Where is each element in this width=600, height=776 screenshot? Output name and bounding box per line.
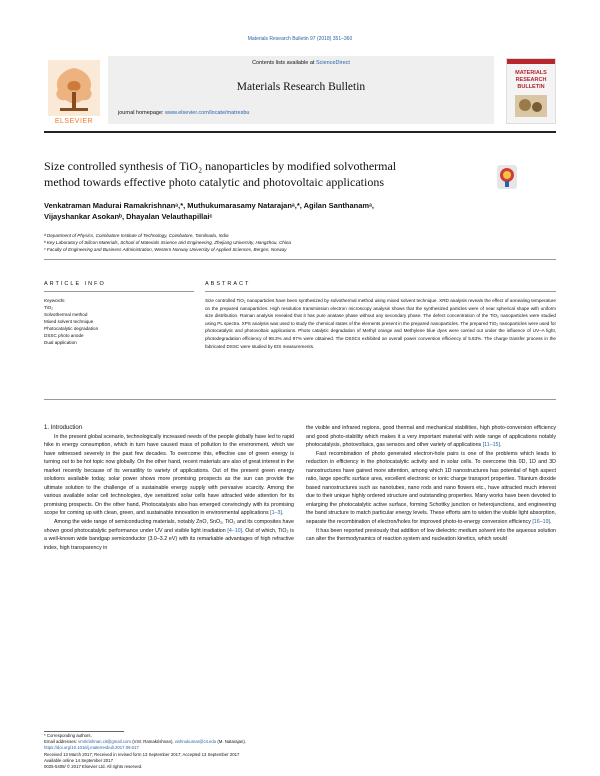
abstract-heading: ABSTRACT: [205, 281, 251, 287]
citation-link[interactable]: [16–19]: [532, 519, 551, 526]
article-title: [44, 158, 464, 190]
abstract-rule: [205, 291, 556, 292]
journal-banner: [108, 56, 494, 124]
authors-line-2[interactable]: Vijayshankar Asokanᵇ, Dhayalan Velauthapillaiᶜ: [44, 212, 213, 221]
received-dates: Received 13 March 2017; Received in revised form 13 September 2017; Accepted 13 September 2017: [44, 751, 240, 757]
keyword: Dual application: [44, 340, 77, 345]
cover-title-line-2: RESEARCH: [515, 77, 547, 83]
homepage-prefix: journal homepage:: [118, 110, 166, 116]
authors: [44, 200, 514, 222]
corresponding-note: * Corresponding authors.: [44, 733, 92, 738]
sciencedirect-link[interactable]: ScienceDirect: [315, 60, 350, 66]
paragraph-text: Among the wide range of semiconducting materials, notably ZnO, SnO₂, TiO₂ and its composites have shown good photocatalytic performance under UV and visible light irradiation: [44, 519, 294, 534]
publisher-name: ELSEVIER: [54, 118, 94, 125]
keywords-label: Keywords:: [44, 298, 66, 303]
contents-prefix: Contents lists available at: [252, 60, 316, 66]
body-paragraph: In the present global scenario, technologically increased needs of the people globally have led to rapid hike in energy consumption, which in turn have caused mass of pollution to the environment, which we have witnessed severely in the past few decades. To overcome this, effective use of green energy is turning out to be hot topic now globally. On the other hand, recent materials are also of great interest in the market recently because of its versatility to variety of applications. Out of the present green energy solutions available today, solar power shows more promising prospects as the sun can provide the ultimate solution to the challenge of a sustainable energy supply with pervasive scarcity. Among the various available solar cell technologies, dye sensitized solar cells have attracted wide attention for its promising prospects. On the other hand, Photocatalysis also has emerged convincingly with its promising scope for coming up with clean, green, and sustainable innovation in environmental applications [1–3].: [44, 433, 294, 517]
abstract-text: Size controlled TiO₂ nanoparticles have been synthesized by solvothermal method using mixed solvent technique. XRD analysis reveals the effect of annealing temperature on the prepared nanoparticles. High resolution transmission electron microscopy analysis shows that the synthesized particles were of near spherical shape with uniform size distribution. Raman analysis revealed that it has pure anatase phase without any secondary phase. The defect concentration of the TiO₂ nanoparticles were studied using PL spectra. XPS analysis was used to study the chemical states of the elements present in the prepared nanoparticles. The prepared TiO₂ nanoparticles were used for photocatalytic and photovoltaic applications. Photo catalytic degradation of Methyl orange and Methylene blue dyes were carried out under the influence of UV–A light, photodegradation efficiency of 98.3% and 97% were obtained. The DSSCs exhibited an overall power conversion efficiency of 5.83%. The charge transfer process in the fabricated DSSC were studied by EIS measurements.: [205, 298, 556, 349]
contents-line: [108, 60, 494, 66]
email-label: Email addresses:: [44, 739, 79, 745]
keyword: TiO₂: [44, 305, 54, 310]
paragraph-text: Fast recombination of photo generated electron-hole pairs is one of the problems which leads to reduction in efficiency in the photocatalytic activity and in solar cells. To overcome this 0D, 1D and 3D nanostructures have gained more attention, among which 1D nanostructures has potential of high aspect ratio, large specific surface area, excellent electronic or ionic charge transport properties. Titanium dioxide based nanostructures such as nanotubes, nano rods and nano flowers etc., have attracted much interest due to their unique highly ordered structure and outstanding properties. Many works have been devoted to enlarging the photocatalytic active surface, forming Schottky junction or heterojunctions, and engineering the band structure to match particular energy levels. These efforts aim to widen the visible light absorption, separate the recombination of electron/holes for improved photo-to-energy conversion efficiency: [306, 450, 556, 526]
paragraph-text: In the present global scenario, technologically increased needs of the people globally have led to rapid hike in energy consumption, which in turn have caused mass of pollution to the environment, which we have witnessed severely in the past few decades. To overcome this, effective use of green energy is turning out to be hot topic now globally. On the other hand, recent materials are also of great interest in the market recently because of its versatility to variety of applications. Out of the present green energy solutions available today, solar power shows more promising prospects as the sun can provide the ultimate solution to the challenge of a sustainable energy supply with pervasive scarcity. Among the various available solar cell technologies, dye sensitized solar cells have attracted wide attention for its promising prospects. On the other hand, Photocatalysis also has emerged convincingly with its promising scope for coming up with clean, green, and sustainable innovation in environmental applications: [44, 433, 294, 517]
footnote-rule: [44, 731, 124, 732]
affiliation-c: ᶜ Faculty of Engineering and Business Administration, Western Norway University of Applied Sciences, Bergen, Norway: [44, 247, 287, 252]
keywords-block: [44, 297, 194, 346]
email-link[interactable]: vmrkrishnan.cit@gmail.com: [78, 739, 131, 745]
citation-link[interactable]: [4–10]: [227, 527, 243, 534]
article-info-heading: ARTICLE INFO: [44, 281, 106, 287]
header-rule: [44, 131, 556, 133]
citation-link[interactable]: [11–15]: [482, 442, 500, 449]
body-paragraph: the visible and infrared regions, good thermal and mechanical stabilities, high photo-conversion efficiency and good photo-stability which makes it a very important material with wide range of applications notably photocatalysis, photovoltaics, gas sensors and other variety of applications [11–15].: [306, 425, 556, 449]
cover-title-line-3: BULLETIN: [517, 84, 545, 90]
keyword: Mixed solvent technique: [44, 319, 94, 324]
paragraph-text: the visible and infrared regions, good thermal and mechanical stabilities, high photo-conversion efficiency and good photo-stability which makes it a very important material with wide range of applications notably photocatalysis, photovoltaics, gas sensors and other variety of applications: [306, 425, 556, 449]
email-owner: (V.M. Ramakrishnan),: [131, 739, 175, 745]
homepage-line: [118, 110, 249, 116]
journal-citation[interactable]: Materials Research Bulletin 97 (2018) 351–360: [247, 36, 353, 42]
citation-link[interactable]: [1–3]: [270, 510, 282, 517]
body-paragraph: It has been reported previously that addition of low dielectric medium solvent into the aqueous solution can alter the thermodynamics of reaction system and nucleation kinetics, which would: [306, 527, 556, 543]
affiliations: [44, 232, 544, 253]
authors-line-1[interactable]: Venkatraman Madurai Ramakrishnanᵃ,*, Muthukumarasamy Natarajanᵃ,*, Agilan Santhanamᵃ,: [44, 201, 374, 210]
copyright: 0025-5408/ © 2017 Elsevier Ltd. All rights reserved.: [44, 764, 143, 770]
title-line-2: method towards effective photo catalytic and photovoltaic applications: [44, 175, 385, 189]
section-heading-introduction: 1. Introduction: [44, 425, 83, 431]
affiliation-b: ᵇ Key Laboratory of Silicon Materials, School of Materials Science and Engineering, Zhejiang University, Hangzhou, China: [44, 240, 291, 245]
divider-rule: [44, 399, 556, 400]
keyword: Photocatalytic degradation: [44, 326, 99, 331]
journal-name: Materials Research Bulletin: [236, 81, 366, 93]
article-info-rule: [44, 291, 194, 292]
journal-header: [44, 56, 556, 134]
left-column: [44, 424, 294, 552]
right-column: [306, 424, 556, 544]
keyword: DSSC photo anode: [44, 333, 84, 338]
keyword: Solvothermal method: [44, 312, 88, 317]
email-link[interactable]: vishnukumar@cit.edu: [174, 739, 217, 745]
title-line-1: Size controlled synthesis of TiO₂ nanoparticles by modified solvothermal: [44, 159, 397, 173]
crossmark-icon[interactable]: [496, 164, 518, 190]
body-paragraph: [44, 518, 294, 552]
body-paragraph: Fast recombination of photo generated electron-hole pairs is one of the problems which leads to reduction in efficiency in the photocatalytic activity and in solar cells. To overcome this 0D, 1D and 3D nanostructures have gained more attention, among which 1D nanostructures has potential of high aspect ratio, large specific surface area, excellent electronic or ionic charge transport properties. Titanium dioxide based nanostructures such as nanotubes, nano rods and nano flowers etc., have attracted much interest due to their unique highly ordered structure and outstanding properties. Many works have been devoted to enlarging the photocatalytic active surface, forming Schottky junction or heterojunctions, and engineering the band structure to match particular energy levels. These efforts aim to widen the visible light absorption, separate the recombination of electron/holes for improved photo-to-energy conversion efficiency [16–19].: [306, 450, 556, 526]
footnotes: [44, 733, 556, 770]
doi-link[interactable]: https://doi.org/10.1016/j.materresbull.2017.09.017: [44, 745, 139, 751]
journal-cover-thumbnail: [506, 58, 556, 124]
email-owner: (M. Natarajan).: [216, 739, 247, 745]
homepage-link[interactable]: www.elsevier.com/locate/matresbu: [165, 110, 250, 116]
affiliation-a: ᵃ Department of Physics, Coimbatore Institute of Technology, Coimbatore, Tamilnadu, India: [44, 233, 229, 238]
cover-title-line-1: MATERIALS: [515, 70, 547, 76]
divider-rule: [44, 259, 556, 260]
paragraph-text: . Out of which, TiO₂ is a well-known wide bandgap semiconductor (3.0–3.2 eV) with its remarkable advantages of high refractive index, high transparency in: [44, 527, 295, 551]
available-online: Available online 14 September 2017: [44, 757, 113, 763]
